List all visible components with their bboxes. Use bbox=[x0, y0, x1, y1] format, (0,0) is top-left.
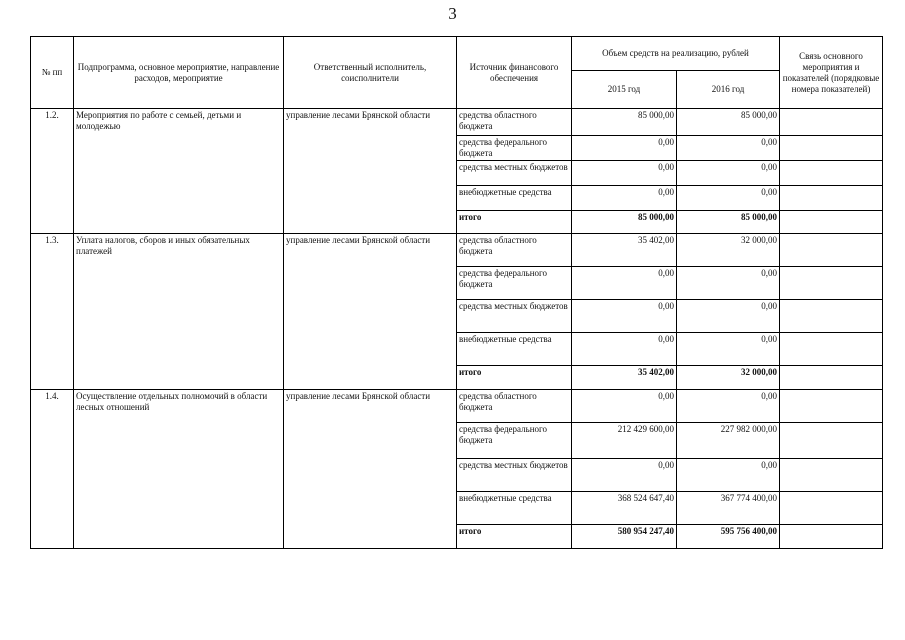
header-link: Связь основного мероприятия и показателей (порядковые номера показателей) bbox=[780, 37, 883, 109]
amount-2015: 0,00 bbox=[572, 267, 677, 300]
section-executor: управление лесами Брянской области bbox=[284, 234, 457, 390]
header-source: Источник финансового обеспечения bbox=[457, 37, 572, 109]
indicator-link bbox=[780, 300, 883, 333]
funding-source: итого bbox=[457, 525, 572, 549]
funding-source: итого bbox=[457, 211, 572, 234]
amount-2015: 35 402,00 bbox=[572, 234, 677, 267]
funding-source: внебюджетные средства bbox=[457, 492, 572, 525]
amount-2015: 0,00 bbox=[572, 300, 677, 333]
funding-source: средства федерального бюджета bbox=[457, 267, 572, 300]
indicator-link bbox=[780, 136, 883, 161]
funding-source: средства местных бюджетов bbox=[457, 459, 572, 492]
funding-source: средства областного бюджета bbox=[457, 234, 572, 267]
header-executor: Ответственный исполнитель, соисполнители bbox=[284, 37, 457, 109]
amount-2016: 227 982 000,00 bbox=[677, 423, 780, 459]
section-number: 1.2. bbox=[31, 109, 74, 234]
amount-2016: 595 756 400,00 bbox=[677, 525, 780, 549]
indicator-link bbox=[780, 366, 883, 390]
header-volume: Объем средств на реализацию, рублей bbox=[572, 37, 780, 71]
amount-2015: 0,00 bbox=[572, 390, 677, 423]
indicator-link bbox=[780, 211, 883, 234]
indicator-link bbox=[780, 525, 883, 549]
amount-2016: 0,00 bbox=[677, 390, 780, 423]
amount-2015: 0,00 bbox=[572, 333, 677, 366]
section-executor: управление лесами Брянской области bbox=[284, 390, 457, 549]
amount-2015: 0,00 bbox=[572, 161, 677, 186]
funding-source: средства федерального бюджета bbox=[457, 136, 572, 161]
table-row bbox=[31, 390, 883, 423]
indicator-link bbox=[780, 186, 883, 211]
funding-source: средства областного бюджета bbox=[457, 390, 572, 423]
section-executor: управление лесами Брянской области bbox=[284, 109, 457, 234]
amount-2015: 368 524 647,40 bbox=[572, 492, 677, 525]
funding-source: внебюджетные средства bbox=[457, 333, 572, 366]
amount-2015: 580 954 247,40 bbox=[572, 525, 677, 549]
funding-source: итого bbox=[457, 366, 572, 390]
amount-2015: 0,00 bbox=[572, 136, 677, 161]
amount-2016: 367 774 400,00 bbox=[677, 492, 780, 525]
amount-2016: 0,00 bbox=[677, 267, 780, 300]
indicator-link bbox=[780, 109, 883, 136]
amount-2015: 85 000,00 bbox=[572, 109, 677, 136]
indicator-link bbox=[780, 423, 883, 459]
funding-source: средства областного бюджета bbox=[457, 109, 572, 136]
indicator-link bbox=[780, 492, 883, 525]
indicator-link bbox=[780, 234, 883, 267]
funding-source: средства федерального бюджета bbox=[457, 423, 572, 459]
funding-source: внебюджетные средства bbox=[457, 186, 572, 211]
header-year-2016: 2016 год bbox=[677, 71, 780, 109]
amount-2015: 0,00 bbox=[572, 459, 677, 492]
indicator-link bbox=[780, 267, 883, 300]
amount-2015: 0,00 bbox=[572, 186, 677, 211]
section-number: 1.3. bbox=[31, 234, 74, 390]
amount-2016: 85 000,00 bbox=[677, 109, 780, 136]
page-number: 3 bbox=[448, 4, 457, 23]
section-name: Мероприятия по работе с семьей, детьми и молодежью bbox=[74, 109, 284, 234]
amount-2016: 32 000,00 bbox=[677, 234, 780, 267]
budget-table bbox=[30, 36, 883, 549]
amount-2016: 0,00 bbox=[677, 161, 780, 186]
funding-source: средства местных бюджетов bbox=[457, 300, 572, 333]
table-body bbox=[31, 109, 883, 549]
header-program: Подпрограмма, основное мероприятие, направление расходов, мероприятие bbox=[74, 37, 284, 109]
amount-2016: 85 000,00 bbox=[677, 211, 780, 234]
amount-2016: 0,00 bbox=[677, 186, 780, 211]
section-number: 1.4. bbox=[31, 390, 74, 549]
indicator-link bbox=[780, 161, 883, 186]
amount-2016: 0,00 bbox=[677, 136, 780, 161]
amount-2015: 212 429 600,00 bbox=[572, 423, 677, 459]
amount-2016: 0,00 bbox=[677, 459, 780, 492]
funding-source: средства местных бюджетов bbox=[457, 161, 572, 186]
section-name: Осуществление отдельных полномочий в области лесных отношений bbox=[74, 390, 284, 549]
table-row bbox=[31, 109, 883, 136]
amount-2016: 32 000,00 bbox=[677, 366, 780, 390]
section-name: Уплата налогов, сборов и иных обязательных платежей bbox=[74, 234, 284, 390]
header-year-2015: 2015 год bbox=[572, 71, 677, 109]
amount-2016: 0,00 bbox=[677, 300, 780, 333]
indicator-link bbox=[780, 333, 883, 366]
indicator-link bbox=[780, 459, 883, 492]
amount-2016: 0,00 bbox=[677, 333, 780, 366]
table-row bbox=[31, 234, 883, 267]
amount-2015: 85 000,00 bbox=[572, 211, 677, 234]
amount-2015: 35 402,00 bbox=[572, 366, 677, 390]
header-num: № пп bbox=[31, 37, 74, 109]
indicator-link bbox=[780, 390, 883, 423]
